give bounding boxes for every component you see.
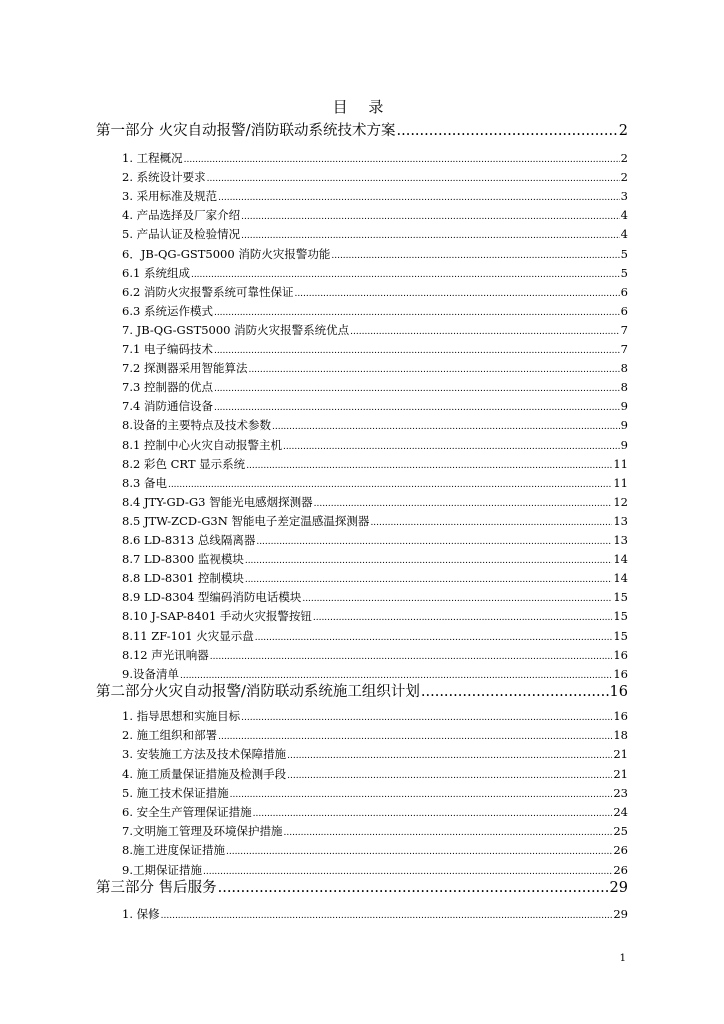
- toc-entry[interactable]: [122, 513, 628, 530]
- toc-entry[interactable]: [122, 284, 628, 301]
- toc-entry-label: 8.5 JTW-ZCD-G3N 智能电子差定温感温探测器: [122, 514, 370, 528]
- toc-entry[interactable]: [122, 727, 628, 744]
- toc-entry[interactable]: [122, 150, 628, 167]
- toc-part-heading-page: 16: [609, 684, 628, 700]
- toc-entry-page: 5: [620, 266, 628, 280]
- toc-entry-page: 5: [620, 247, 628, 261]
- dot-leader: [350, 325, 620, 339]
- toc-entry-label: 8.11 ZF-101 火灾显示盘: [122, 629, 254, 643]
- dot-leader: [248, 363, 619, 377]
- toc-entry[interactable]: [122, 207, 628, 224]
- dot-leader: [214, 401, 620, 415]
- toc-part-heading[interactable]: [96, 878, 628, 898]
- toc-entry-page: 21: [613, 767, 628, 781]
- dot-leader: [184, 153, 620, 167]
- toc-entry-label: 6.2 消防火灾报警系统可靠性保证: [122, 285, 294, 299]
- dot-leader: [294, 287, 619, 301]
- toc-entry-label: 8.2 彩色 CRT 显示系统: [122, 457, 246, 471]
- toc-entry-label: 8.8 LD-8301 控制模块: [122, 571, 244, 585]
- toc-entry-page: 4: [620, 227, 628, 241]
- toc-entry-page: 11: [613, 476, 628, 490]
- toc-entry[interactable]: [122, 456, 628, 473]
- dot-leader: [314, 497, 613, 511]
- dot-leader: [302, 592, 612, 606]
- toc-entry[interactable]: [122, 246, 628, 263]
- dot-leader: [214, 382, 620, 396]
- dot-leader: [256, 535, 612, 549]
- toc-part-heading[interactable]: [96, 121, 628, 141]
- dot-leader: [313, 611, 613, 625]
- dot-leader: [331, 249, 619, 263]
- toc-entry[interactable]: [122, 494, 628, 511]
- toc-entry[interactable]: [122, 551, 628, 568]
- dot-leader: [272, 420, 620, 434]
- toc-entry[interactable]: [122, 188, 628, 205]
- toc-entry[interactable]: [122, 708, 628, 725]
- toc-entry-page: 21: [613, 747, 628, 761]
- toc-entry[interactable]: [122, 823, 628, 840]
- toc-entry[interactable]: [122, 570, 628, 587]
- dot-leader: [241, 711, 612, 725]
- toc-part-heading-label: 第三部分 售后服务: [96, 880, 217, 896]
- dot-leader: [207, 172, 620, 186]
- toc-entry[interactable]: [122, 589, 628, 606]
- dot-leader: [168, 478, 612, 492]
- toc-part-heading-label: 第二部分火灾自动报警/消防联动系统施工组织计划: [96, 684, 420, 700]
- dot-leader: [255, 631, 613, 645]
- toc-entry[interactable]: [122, 647, 628, 664]
- dot-leader: [241, 229, 620, 243]
- dot-leader: [246, 459, 612, 473]
- toc-entry-label: 8.4 JTY-GD-G3 智能光电感烟探测器: [122, 495, 313, 509]
- dot-leader: [203, 865, 612, 879]
- toc-entry-label: 5. 产品认证及检验情况: [122, 227, 241, 241]
- toc-part-heading-label: 第一部分 火灾自动报警/消防联动系统技术方案: [96, 123, 396, 139]
- toc-entry-page: 4: [620, 208, 628, 222]
- toc-entry[interactable]: [122, 169, 628, 186]
- toc-entry[interactable]: [122, 417, 628, 434]
- toc-entry-page: 12: [613, 495, 628, 509]
- toc-entry-label: 7. JB-QG-GST5000 消防火灾报警系统优点: [122, 323, 350, 337]
- toc-entry-label: 8.施工进度保证措施: [122, 843, 225, 857]
- toc-entry-page: 6: [620, 285, 628, 299]
- toc-entry[interactable]: [122, 322, 628, 339]
- toc-part-heading[interactable]: [96, 682, 628, 702]
- toc-entry[interactable]: [122, 608, 628, 625]
- dot-leader: [370, 516, 612, 530]
- toc-entry-page: 26: [613, 863, 628, 877]
- dot-leader: [218, 878, 609, 898]
- dot-leader: [283, 826, 612, 840]
- toc-entry-label: 8.9 LD-8304 型编码消防电话模块: [122, 590, 302, 604]
- toc-entry-label: 7.1 电子编码技术: [122, 342, 213, 356]
- toc-entry-page: 2: [620, 170, 628, 184]
- toc-entry-label: 9.设备清单: [122, 667, 179, 681]
- dot-leader: [421, 682, 609, 702]
- toc-entry[interactable]: [122, 746, 628, 763]
- toc-entry-page: 8: [620, 380, 628, 394]
- toc-entry[interactable]: [122, 785, 628, 802]
- toc-entry-page: 9: [620, 418, 628, 432]
- toc-entry-page: 9: [620, 438, 628, 452]
- toc-entry[interactable]: [122, 341, 628, 358]
- toc-entry-label: 6.1 系统组成: [122, 266, 190, 280]
- toc-entry-page: 15: [613, 629, 628, 643]
- toc-entry-label: 8.10 J-SAP-8401 手动火灾报警按钮: [122, 609, 312, 623]
- toc-entry-page: 15: [613, 590, 628, 604]
- dot-leader: [230, 788, 613, 802]
- dot-leader: [218, 191, 620, 205]
- dot-leader: [218, 730, 612, 744]
- toc-entry[interactable]: [122, 226, 628, 243]
- toc-entry-label: 6. 安全生产管理保证措施: [122, 805, 252, 819]
- dot-leader: [283, 440, 620, 454]
- dot-leader: [245, 554, 613, 568]
- toc-entry[interactable]: [122, 842, 628, 859]
- dot-leader: [226, 845, 612, 859]
- toc-entry[interactable]: [122, 766, 628, 783]
- toc-entry[interactable]: [122, 666, 628, 683]
- dot-leader: [214, 344, 620, 358]
- toc-entry[interactable]: [122, 303, 628, 320]
- page-title: 目 录: [332, 98, 392, 116]
- toc-entry-label: 7.4 消防通信设备: [122, 399, 213, 413]
- dot-leader: [397, 121, 618, 141]
- dot-leader: [191, 268, 620, 282]
- toc-entry-page: 16: [613, 667, 628, 681]
- toc-entry-label: 3. 采用标准及规范: [122, 189, 218, 203]
- toc-entry-page: 25: [613, 824, 628, 838]
- toc-entry-page: 7: [620, 323, 628, 337]
- toc-entry[interactable]: [122, 379, 628, 396]
- dot-leader: [161, 909, 613, 923]
- toc-entry[interactable]: [122, 906, 628, 923]
- toc-entry-page: 23: [613, 786, 628, 800]
- toc-entry-label: 1. 指导思想和实施目标: [122, 709, 241, 723]
- toc-entry-label: 7.2 探测器采用智能算法: [122, 361, 248, 375]
- toc-entry-page: 16: [613, 709, 628, 723]
- toc-entry[interactable]: [122, 804, 628, 821]
- toc-entry-page: 2: [620, 151, 628, 165]
- toc-entry-page: 11: [613, 457, 628, 471]
- toc-entry-label: 9.工期保证措施: [122, 863, 202, 877]
- toc-entry-page: 3: [620, 189, 628, 203]
- toc-entry-label: 4. 产品选择及厂家介绍: [122, 208, 241, 222]
- toc-entry-label: 1. 工程概况: [122, 151, 183, 165]
- toc-entry-label: 8.1 控制中心火灾自动报警主机: [122, 438, 282, 452]
- toc-entry-label: 7.3 控制器的优点: [122, 380, 213, 394]
- toc-entry-label: 4. 施工质量保证措施及检测手段: [122, 767, 287, 781]
- toc-entry-label: 7.文明施工管理及环境保护措施: [122, 824, 283, 838]
- toc-entry-page: 8: [620, 361, 628, 375]
- page-number: 1: [619, 953, 626, 964]
- toc-entry-label: 3. 安装施工方法及技术保障措施: [122, 747, 287, 761]
- toc-entry-page: 6: [620, 304, 628, 318]
- dot-leader: [180, 669, 612, 683]
- toc-entry-label: 8.12 声光讯响器: [122, 648, 209, 662]
- toc-entry-page: 14: [613, 571, 628, 585]
- toc-entry-page: 13: [613, 514, 628, 528]
- dot-leader: [253, 807, 613, 821]
- toc-entry[interactable]: [122, 360, 628, 377]
- toc-entry[interactable]: [122, 862, 628, 879]
- toc-entry-label: 5. 施工技术保证措施: [122, 786, 229, 800]
- toc-entry-page: 18: [613, 728, 628, 742]
- toc-entry-page: 29: [613, 907, 628, 921]
- toc-entry-label: 2. 施工组织和部署: [122, 728, 218, 742]
- toc-entry-label: 1. 保修: [122, 907, 160, 921]
- toc-entry[interactable]: [122, 265, 628, 282]
- toc-entry[interactable]: [122, 532, 628, 549]
- toc-entry[interactable]: [122, 437, 628, 454]
- toc-entry[interactable]: [122, 475, 628, 492]
- toc-entry-label: 8.7 LD-8300 监视模块: [122, 552, 244, 566]
- toc-entry-label: 6．JB-QG-GST5000 消防火灾报警功能: [122, 247, 331, 261]
- dot-leader: [214, 306, 620, 320]
- toc-part-heading-page: 29: [609, 880, 628, 896]
- toc-entry-label: 2. 系统设计要求: [122, 170, 206, 184]
- dot-leader: [241, 210, 620, 224]
- toc-entry-page: 13: [613, 533, 628, 547]
- dot-leader: [210, 650, 613, 664]
- toc-entry-page: 14: [613, 552, 628, 566]
- toc-entry-page: 16: [613, 648, 628, 662]
- toc-entry-label: 8.6 LD-8313 总线隔离器: [122, 533, 256, 547]
- toc-entry-page: 24: [613, 805, 628, 819]
- toc-entry-page: 15: [613, 609, 628, 623]
- toc-entry-label: 8.3 备电: [122, 476, 167, 490]
- dot-leader: [245, 573, 613, 587]
- toc-entry-label: 6.3 系统运作模式: [122, 304, 213, 318]
- toc-entry-page: 26: [613, 843, 628, 857]
- toc-entry-page: 9: [620, 399, 628, 413]
- toc-entry-label: 8.设备的主要特点及技术参数: [122, 418, 271, 432]
- toc-entry[interactable]: [122, 628, 628, 645]
- dot-leader: [287, 769, 612, 783]
- toc-entry-page: 7: [620, 342, 628, 356]
- toc-entry[interactable]: [122, 398, 628, 415]
- toc-part-heading-page: 2: [618, 123, 628, 139]
- dot-leader: [287, 749, 612, 763]
